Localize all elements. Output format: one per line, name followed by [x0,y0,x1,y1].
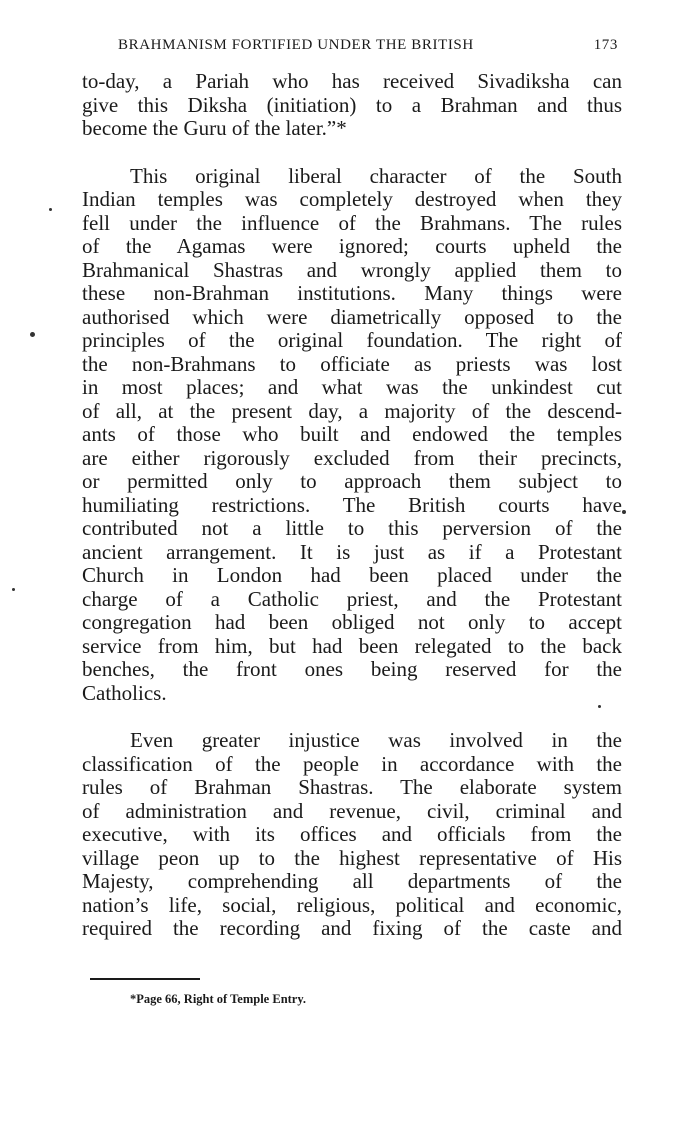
text-line: rules of Brahman Shastras. The elaborate system [82,775,622,799]
text-line: of the Agamas were ignored; courts upheld the [82,234,622,258]
paragraph-temples [82,165,622,706]
text-line: required the recording and fixing of the caste and [82,916,622,940]
page-number: 173 [593,37,618,53]
text-line: the non-Brahmans to officiate as priests was lost [82,351,622,376]
scan-speck [49,208,52,211]
text-line: benches, the front ones being reserved for the [82,657,622,681]
text-line: Even greater injustice was involved in the [130,728,622,752]
text-line: in most places; and what was the unkindest cut [82,375,622,399]
text-line: of all, at the present day, a majority of the descend- [82,398,622,423]
text-line: This original liberal character of the South [130,163,622,188]
text-line: fell under the influence of the Brahmans. The rules [82,210,622,235]
running-title: BRAHMANISM FORTIFIED UNDER THE BRITISH [118,37,474,53]
text-line: Brahmanical Shastras and wrongly applied them to [82,257,622,282]
text-line: Catholics. [82,680,167,705]
text-line: charge of a Catholic priest, and the Protestant [82,586,622,611]
footnote: *Page 66, Right of Temple Entry. [130,992,307,1006]
running-head [118,37,618,54]
text-line: authorised which were diametrically opposed to the [82,304,622,329]
text-line: congregation had been obliged not only to accept [82,610,622,634]
scan-speck [598,705,601,708]
text-line: executive, with its offices and officials from the [82,822,622,846]
text-line: Majesty, comprehending all departments of the [82,869,622,893]
scan-speck [12,588,15,591]
text-line: nation’s life, social, religious, political and economic, [82,892,622,917]
text-line: Indian temples was completely destroyed when they [82,187,622,211]
text-line: Church in London had been placed under the [82,563,622,587]
footnote-rule [90,978,200,980]
text-line: are either rigorously excluded from their precincts, [82,445,622,470]
text-line: of administration and revenue, civil, criminal and [82,798,622,823]
text-line: village peon up to the highest representative of His [82,845,622,870]
text-line: contributed not a little to this perversion of the [82,516,622,540]
text-line: principles of the original foundation. The right of [82,328,622,352]
text-line: humiliating restrictions. The British courts have [82,492,622,517]
text-line: become the Guru of the later.”* [82,116,347,140]
text-line: these non-Brahman institutions. Many things were [82,281,622,305]
text-line: to-day, a Pariah who has received Sivadiksha can [82,69,622,93]
scan-speck [30,332,35,337]
text-line: classification of the people in accordance with the [82,751,622,776]
text-line: ancient arrangement. It is just as if a Protestant [82,539,622,564]
body-text [82,70,622,941]
text-line: or permitted only to approach them subject to [82,469,622,493]
paragraph-continuation [82,70,622,141]
scan-speck [622,510,626,514]
paragraph-classification [82,729,622,941]
text-line: ants of those who built and endowed the temples [82,422,622,446]
text-line: give this Diksha (initiation) to a Brahman and thus [82,92,622,117]
text-line: service from him, but had been relegated to the back [82,633,622,658]
